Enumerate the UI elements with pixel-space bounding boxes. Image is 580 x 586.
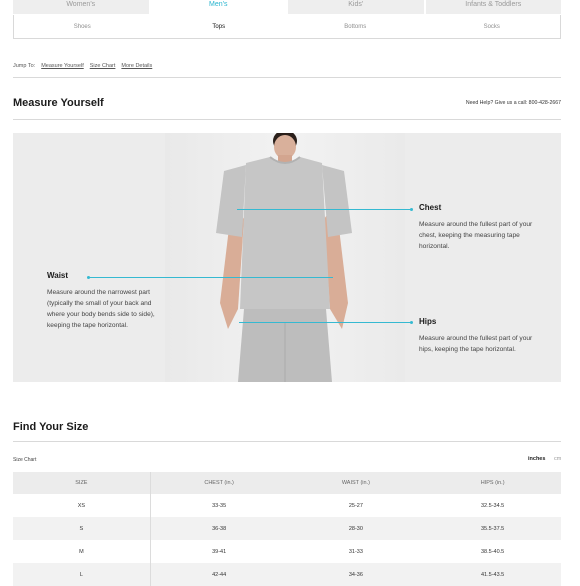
- divider: [13, 441, 561, 442]
- chest-title: Chest: [419, 203, 442, 212]
- table-header-row: [13, 472, 561, 494]
- table-row: [13, 563, 561, 586]
- subtab-socks[interactable]: Socks: [483, 24, 500, 30]
- hips-cell: 41.5-43.5: [481, 571, 505, 578]
- tab-mens[interactable]: Men's: [151, 0, 287, 14]
- tab-infants-toddlers[interactable]: Infants & Toddlers: [426, 0, 562, 14]
- waist-cell: 25-27: [348, 502, 363, 509]
- subtab-tops[interactable]: Tops: [212, 24, 226, 30]
- waist-marker: [87, 276, 90, 279]
- hips-cell: 32.5-34.5: [481, 502, 505, 509]
- table-row: [13, 494, 561, 517]
- table-row: [13, 540, 561, 563]
- chest-cell: 33-35: [212, 502, 227, 509]
- waist-cell: 31-33: [348, 548, 363, 555]
- divider: [13, 77, 561, 78]
- measure-illustration: [13, 133, 561, 382]
- size-chart-label: Size Chart: [13, 457, 37, 463]
- column-header: SIZE: [13, 472, 151, 494]
- size-cell: S: [13, 517, 151, 540]
- waist-title: Waist: [47, 271, 69, 280]
- hips-measure-line: [239, 322, 412, 323]
- subtab-shoes[interactable]: Shoes: [73, 24, 91, 30]
- size-table: [13, 472, 561, 586]
- measure-yourself-heading: Measure Yourself: [13, 97, 104, 109]
- jump-to-label: Jump To:: [13, 63, 36, 69]
- find-your-size-heading: Find Your Size: [13, 421, 89, 433]
- hips-cell: 35.5-37.5: [481, 525, 505, 532]
- unit-toggle-inches[interactable]: inches: [528, 456, 546, 462]
- jump-link-size-chart[interactable]: Size Chart: [89, 63, 116, 69]
- column-header: HIPS (in.): [480, 480, 505, 486]
- hips-cell: 38.5-40.5: [481, 548, 505, 555]
- table-row: [13, 517, 561, 540]
- size-cell: XS: [13, 494, 151, 517]
- jump-link-more-details[interactable]: More Details: [121, 63, 153, 69]
- category-subnav: [13, 15, 561, 39]
- hips-title: Hips: [419, 317, 437, 326]
- subtab-bottoms[interactable]: Bottoms: [344, 24, 367, 30]
- hips-description: Measure around the fullest part of your hips, keeping the tape horizontal.: [419, 335, 533, 353]
- column-header: WAIST (in.): [341, 480, 370, 486]
- size-cell: L: [13, 563, 151, 586]
- chest-cell: 39-41: [212, 548, 227, 555]
- divider: [13, 119, 561, 120]
- help-phone-text: Need Help? Give us a call: 800-428-2667: [465, 100, 561, 106]
- waist-description: Measure around the narrowest part (typically the small of your back and where your body bends side to side), keeping the tape horizontal.: [47, 289, 155, 329]
- waist-measure-line: [89, 277, 333, 278]
- chest-measure-line: [237, 209, 412, 210]
- column-header: CHEST (in.): [204, 480, 234, 486]
- waist-cell: 34-36: [348, 571, 363, 578]
- size-cell: M: [13, 540, 151, 563]
- hips-marker: [410, 321, 413, 324]
- jump-to-bar: [13, 63, 152, 69]
- chest-marker: [410, 208, 413, 211]
- jump-link-measure-yourself[interactable]: Measure Yourself: [41, 63, 84, 69]
- chest-description: Measure around the fullest part of your chest, keeping the measuring tape horizontal.: [419, 221, 533, 250]
- tab-kids[interactable]: Kids': [288, 0, 424, 14]
- model-figure: [208, 133, 358, 382]
- chest-cell: 36-38: [212, 525, 227, 532]
- unit-toggle-cm[interactable]: cm: [554, 456, 562, 462]
- gender-tabs: [13, 0, 561, 15]
- waist-cell: 28-30: [348, 525, 363, 532]
- tab-womens[interactable]: Women's: [13, 0, 149, 14]
- chest-cell: 42-44: [212, 571, 227, 578]
